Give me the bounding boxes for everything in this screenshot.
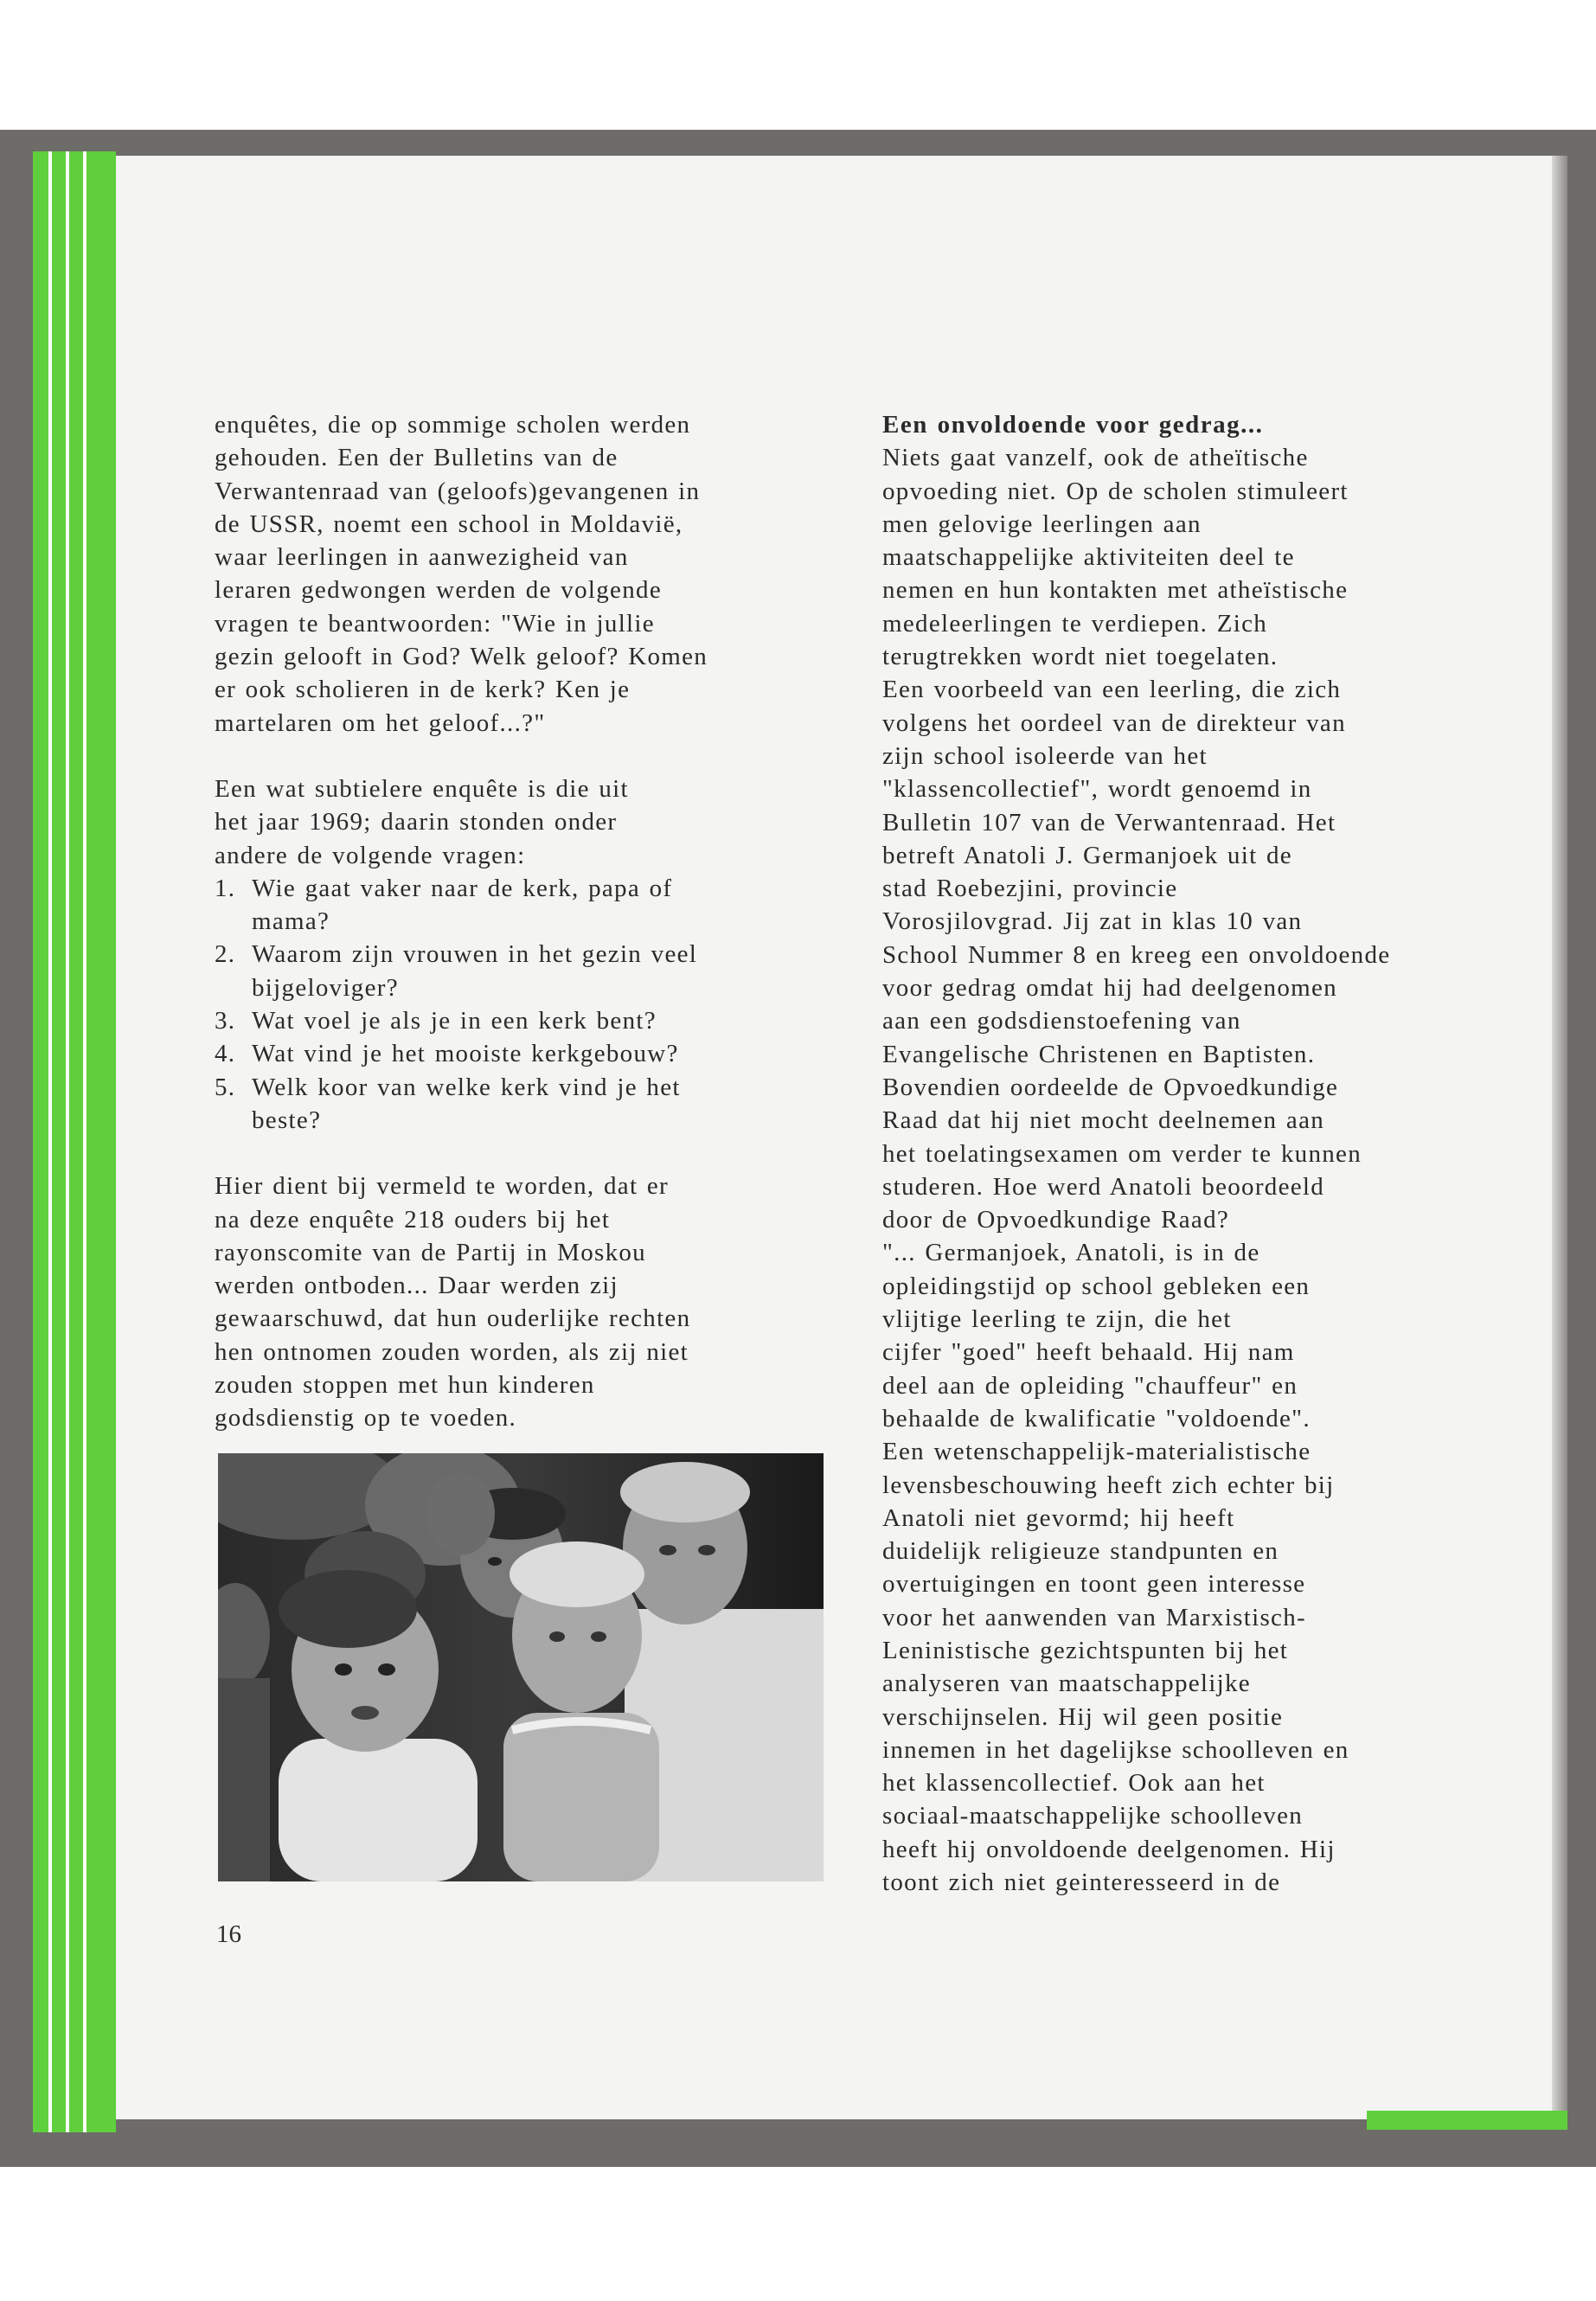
- text-line: aan een godsdienstoefening van: [882, 1007, 1241, 1035]
- page-edge-line: [48, 151, 52, 2132]
- text-line: de USSR, noemt een school in Moldavië,: [215, 510, 683, 538]
- text-line: volgens het oordeel van de direkteur van: [882, 708, 1346, 737]
- text-line: vlijtige leerling te zijn, die het: [882, 1305, 1232, 1334]
- page-number: 16: [216, 1920, 241, 1948]
- text-line: Hier dient bij vermeld te worden, dat er: [215, 1172, 670, 1201]
- text-line: toont zich niet geinteresseerd in de: [882, 1868, 1281, 1897]
- text-line: hen ontnomen zouden worden, als zij niet: [215, 1337, 689, 1366]
- text-line: Niets gaat vanzelf, ook de atheïtische: [882, 444, 1309, 472]
- paragraph-survey-1969: [215, 772, 837, 872]
- text-line: opvoeding niet. Op de scholen stimuleert: [882, 477, 1349, 505]
- text-line: cijfer "goed" heeft behaald. Hij nam: [882, 1338, 1295, 1367]
- text-line: "klassencollectief", wordt genoemd in: [882, 775, 1312, 804]
- text-line: innemen in het dagelijkse schoolleven en: [882, 1735, 1349, 1764]
- page-edge-line: [66, 151, 69, 2132]
- list-text: Wie gaat vaker naar de kerk, papa of mama?: [252, 874, 673, 936]
- green-page-edge: [33, 151, 48, 2132]
- text-line: het jaar 1969; daarin stonden onder: [215, 808, 618, 836]
- text-line: Bulletin 107 van de Verwantenraad. Het: [882, 808, 1336, 836]
- text-line: werden ontboden... Daar werden zij: [215, 1272, 619, 1300]
- text-line: enquêtes, die op sommige scholen werden: [215, 411, 691, 439]
- text-line: Een voorbeeld van een leerling, die zich: [882, 676, 1342, 704]
- page-edge-line: [83, 151, 87, 2132]
- list-number: 2.: [215, 940, 236, 969]
- photo-illustration: [218, 1453, 824, 1881]
- text-line: nemen en hun kontakten met atheïstische: [882, 576, 1349, 605]
- green-page-edge: [52, 151, 66, 2132]
- text-line: sociaal-maatschappelijke schoolleven: [882, 1802, 1304, 1830]
- list-item: [215, 938, 837, 1004]
- list-number: 1.: [215, 874, 236, 902]
- page-right-shadow: [1552, 156, 1567, 2119]
- list-item: [215, 872, 837, 939]
- photo-children: [218, 1453, 824, 1881]
- text-line: na deze enquête 218 ouders bij het: [215, 1205, 611, 1234]
- list-text: Welk koor van welke kerk vind je het beste?: [252, 1073, 681, 1134]
- text-line: Leninistische gezichtspunten bij het: [882, 1636, 1289, 1664]
- text-line: gehouden. Een der Bulletins van de: [215, 444, 619, 472]
- text-line: het toelatingsexamen om verder te kunnen: [882, 1139, 1362, 1168]
- green-page-edge: [69, 151, 83, 2132]
- text-line: analyseren van maatschappelijke: [882, 1670, 1251, 1698]
- text-line: overtuigingen en toont geen interesse: [882, 1570, 1306, 1599]
- text-line: Een wat subtielere enquête is die uit: [215, 774, 629, 803]
- paragraph-survey-moldavia: [215, 408, 837, 740]
- list-item: [215, 1037, 837, 1070]
- text-line: maatschappelijke aktiviteiten deel te: [882, 543, 1295, 572]
- text-line: opleidingstijd op school gebleken een: [882, 1272, 1311, 1300]
- green-bottom-edge: [1367, 2111, 1567, 2130]
- text-line: deel aan de opleiding "chauffeur" en: [882, 1371, 1298, 1400]
- text-line: door de Opvoedkundige Raad?: [882, 1206, 1230, 1234]
- text-line: Raad dat hij niet mocht deelnemen aan: [882, 1106, 1325, 1135]
- text-line: rayonscomite van de Partij in Moskou: [215, 1238, 646, 1266]
- list-item: [215, 1071, 837, 1138]
- text-line: Bovendien oordeelde de Opvoedkundige: [882, 1073, 1339, 1101]
- text-line: terugtrekken wordt niet toegelaten.: [882, 643, 1279, 671]
- text-line: het klassencollectief. Ook aan het: [882, 1769, 1266, 1798]
- list-text: Wat voel je als je in een kerk bent?: [252, 1007, 657, 1035]
- text-line: Evangelische Christenen en Baptisten.: [882, 1040, 1316, 1068]
- text-line: levensbeschouwing heeft zich echter bij: [882, 1471, 1335, 1499]
- text-line: "... Germanjoek, Anatoli, is in de: [882, 1239, 1260, 1267]
- list-item: [215, 1004, 837, 1037]
- list-text: Waarom zijn vrouwen in het gezin veel bijgeloviger?: [252, 940, 698, 1002]
- text-line: waar leerlingen in aanwezigheid van: [215, 543, 629, 572]
- text-line: leraren gedwongen werden de volgende: [215, 576, 662, 605]
- text-line: betreft Anatoli J. Germanjoek uit de: [882, 841, 1292, 869]
- text-line: zijn school isoleerde van het: [882, 741, 1208, 770]
- list-number: 5.: [215, 1073, 236, 1101]
- text-line: voor gedrag omdat hij had deelgenomen: [882, 974, 1337, 1003]
- text-line: martelaren om het geloof...?": [215, 708, 546, 737]
- survey-question-list: [215, 872, 837, 1137]
- text-line: medeleerlingen te verdiepen. Zich: [882, 609, 1268, 638]
- text-line: stad Roebezjini, provincie: [882, 875, 1178, 903]
- text-line: verschijnselen. Hij wil geen positie: [882, 1702, 1284, 1731]
- text-line: andere de volgende vragen:: [215, 841, 526, 869]
- paragraph-anatoli: [882, 441, 1505, 1899]
- text-line: Een wetenschappelijk-materialistische: [882, 1438, 1311, 1466]
- section-heading: Een onvoldoende voor gedrag...: [882, 411, 1264, 439]
- text-line: er ook scholieren in de kerk? Ken je: [215, 676, 631, 704]
- text-line: men gelovige leerlingen aan: [882, 510, 1202, 538]
- list-text: Wat vind je het mooiste kerkgebouw?: [252, 1040, 679, 1068]
- text-line: heeft hij onvoldoende deelgenomen. Hij: [882, 1835, 1336, 1863]
- text-line: Anatoli niet gevormd; hij heeft: [882, 1503, 1235, 1532]
- left-column: [215, 408, 837, 1435]
- text-line: vragen te beantwoorden: "Wie in jullie: [215, 609, 655, 638]
- paragraph-parents-summoned: [215, 1170, 837, 1434]
- text-line: zouden stoppen met hun kinderen: [215, 1371, 595, 1400]
- text-line: godsdienstig op te voeden.: [215, 1404, 517, 1433]
- list-number: 4.: [215, 1040, 236, 1068]
- text-line: gewaarschuwd, dat hun ouderlijke rechten: [215, 1304, 691, 1333]
- text-line: Vorosjilovgrad. Jij zat in klas 10 van: [882, 907, 1303, 936]
- text-line: duidelijk religieuze standpunten en: [882, 1537, 1279, 1566]
- green-page-edge: [87, 151, 116, 2132]
- right-column: [882, 408, 1505, 1899]
- list-number: 3.: [215, 1007, 236, 1035]
- text-line: gezin gelooft in God? Welk geloof? Komen: [215, 643, 708, 671]
- text-line: behaalde de kwalificatie "voldoende".: [882, 1404, 1311, 1433]
- text-line: Verwantenraad van (geloofs)gevangenen in: [215, 477, 701, 505]
- text-line: studeren. Hoe werd Anatoli beoordeeld: [882, 1172, 1325, 1201]
- text-line: School Nummer 8 en kreeg een onvoldoende: [882, 940, 1391, 969]
- text-line: voor het aanwenden van Marxistisch-: [882, 1603, 1306, 1631]
